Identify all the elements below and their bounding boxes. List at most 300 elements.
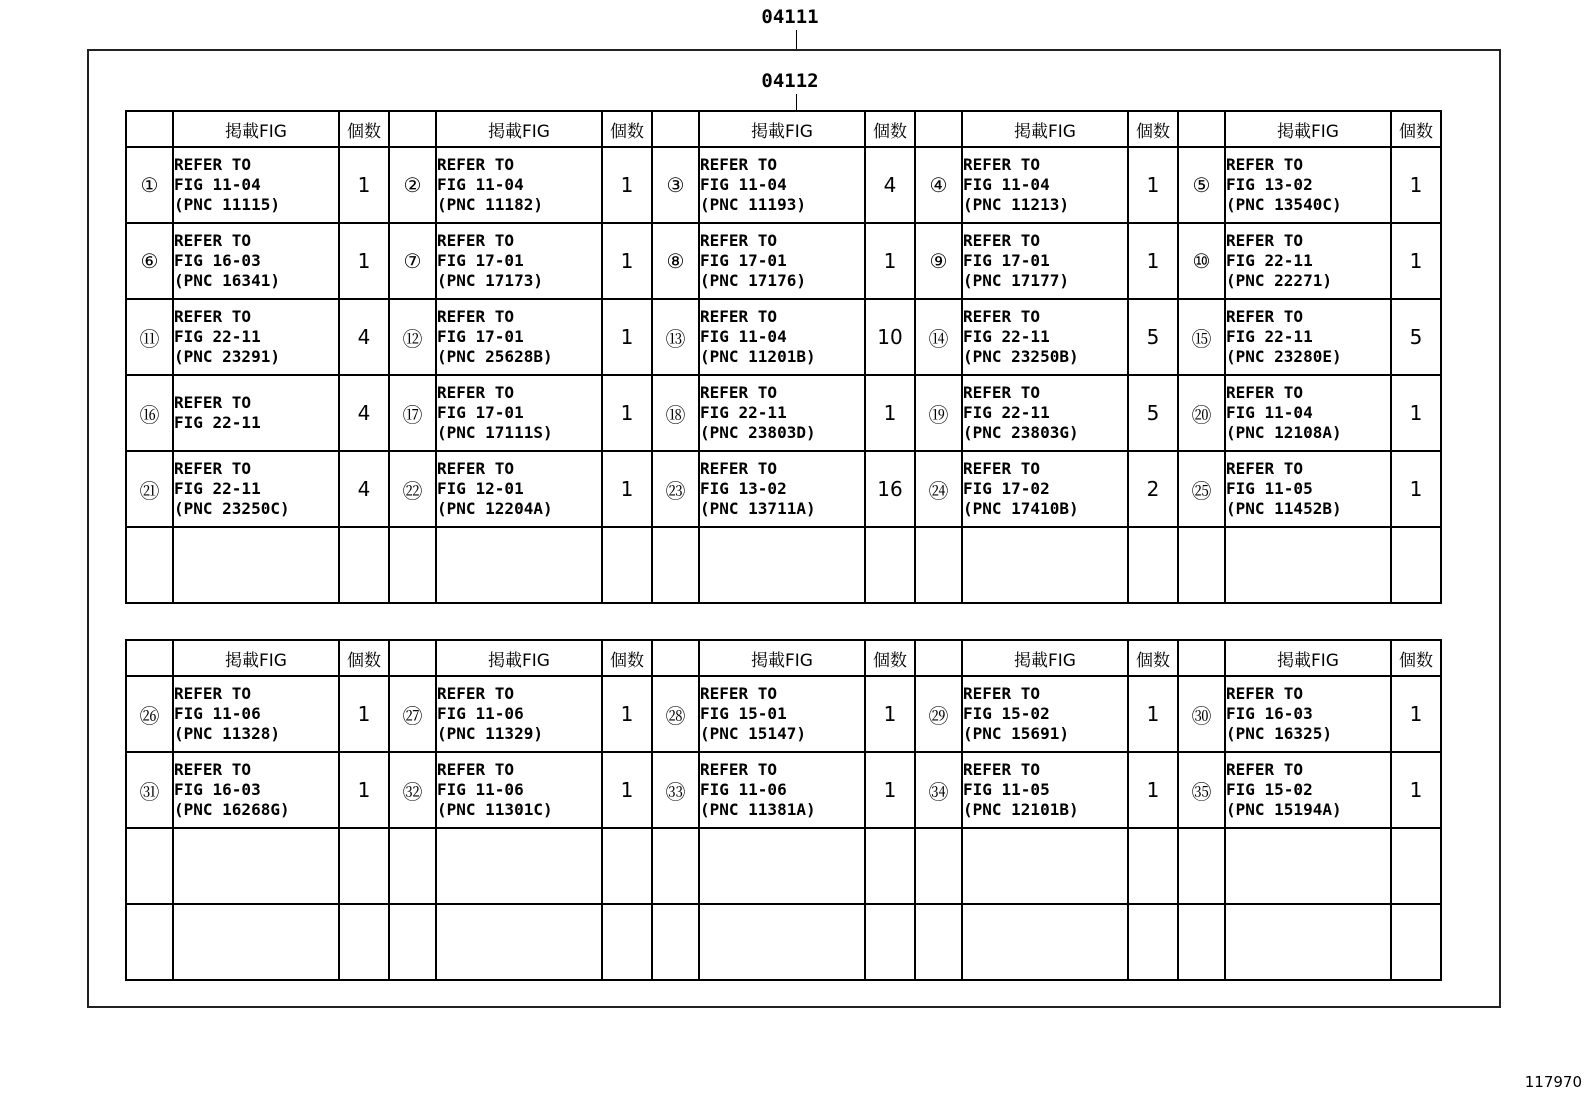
pnc-reference: (PNC 11452B) xyxy=(1226,499,1342,518)
fig-reference: FIG 15-02 xyxy=(963,704,1050,723)
fig-reference: FIG 11-04 xyxy=(700,175,787,194)
fig-reference: FIG 17-01 xyxy=(437,251,524,270)
pnc-reference: (PNC 23803G) xyxy=(963,423,1079,442)
refer-to-label: REFER TO xyxy=(1226,459,1304,478)
reference-cell xyxy=(436,147,602,223)
reference-cell xyxy=(1225,223,1391,299)
inner-callout-label: 04112 xyxy=(761,70,819,92)
empty-quantity-cell xyxy=(339,904,389,980)
quantity: 1 xyxy=(602,223,652,299)
quantity: 1 xyxy=(602,451,652,527)
item-number: ⑧ xyxy=(652,223,699,299)
pnc-reference: (PNC 12204A) xyxy=(437,499,553,518)
table-row xyxy=(126,223,1441,299)
empty-quantity-cell xyxy=(1128,904,1178,980)
fig-reference: FIG 11-06 xyxy=(700,780,787,799)
item-number: ㉖ xyxy=(126,676,173,752)
refer-to-label: REFER TO xyxy=(437,231,515,250)
refer-to-label: REFER TO xyxy=(700,231,778,250)
header-qty-label: 個数 xyxy=(1128,111,1178,147)
empty-quantity-cell xyxy=(865,828,915,904)
quantity: 1 xyxy=(602,676,652,752)
empty-reference-cell xyxy=(436,904,602,980)
refer-to-label: REFER TO xyxy=(963,231,1041,250)
quantity: 1 xyxy=(602,375,652,451)
pnc-reference: (PNC 23250B) xyxy=(963,347,1079,366)
reference-cell xyxy=(1225,451,1391,527)
refer-to-label: REFER TO xyxy=(437,155,515,174)
refer-to-label: REFER TO xyxy=(1226,307,1304,326)
item-number: ⑥ xyxy=(126,223,173,299)
fig-reference: FIG 22-11 xyxy=(174,413,261,432)
table-row xyxy=(126,147,1441,223)
header-qty-label: 個数 xyxy=(865,111,915,147)
empty-number-cell xyxy=(389,527,436,603)
refer-to-label: REFER TO xyxy=(174,393,252,412)
drawing-number: 117970 xyxy=(1524,1073,1582,1091)
header-fig-label: 掲載FIG xyxy=(1225,640,1391,676)
empty-quantity-cell xyxy=(602,904,652,980)
pnc-reference: (PNC 11213) xyxy=(963,195,1069,214)
header-fig-label: 掲載FIG xyxy=(173,640,339,676)
header-fig-label: 掲載FIG xyxy=(436,111,602,147)
empty-number-cell xyxy=(126,828,173,904)
item-number: ㉕ xyxy=(1178,451,1225,527)
quantity: 4 xyxy=(339,375,389,451)
item-number: ⑲ xyxy=(915,375,962,451)
pnc-reference: (PNC 11381A) xyxy=(700,800,816,819)
reference-cell xyxy=(699,147,865,223)
quantity: 1 xyxy=(1128,223,1178,299)
item-number: ② xyxy=(389,147,436,223)
pnc-reference: (PNC 15194A) xyxy=(1226,800,1342,819)
pnc-reference: (PNC 11301C) xyxy=(437,800,553,819)
item-number: ⑮ xyxy=(1178,299,1225,375)
pnc-reference: (PNC 16341) xyxy=(174,271,280,290)
empty-reference-cell xyxy=(173,904,339,980)
reference-cell xyxy=(173,299,339,375)
header-qty-label: 個数 xyxy=(1128,640,1178,676)
refer-to-label: REFER TO xyxy=(700,684,778,703)
pnc-reference: (PNC 22271) xyxy=(1226,271,1332,290)
pnc-reference: (PNC 23280E) xyxy=(1226,347,1342,366)
fig-reference: FIG 17-01 xyxy=(700,251,787,270)
inner-leader-line xyxy=(796,94,797,110)
empty-reference-cell xyxy=(1225,527,1391,603)
reference-cell xyxy=(173,676,339,752)
refer-to-label: REFER TO xyxy=(963,760,1041,779)
header-number-cell xyxy=(126,111,173,147)
pnc-reference: (PNC 11201B) xyxy=(700,347,816,366)
empty-reference-cell xyxy=(1225,828,1391,904)
header-fig-label: 掲載FIG xyxy=(962,111,1128,147)
header-number-cell xyxy=(652,640,699,676)
item-number: ㉟ xyxy=(1178,752,1225,828)
fig-reference: FIG 13-02 xyxy=(1226,175,1313,194)
reference-cell xyxy=(173,375,339,451)
refer-to-label: REFER TO xyxy=(963,684,1041,703)
table-row xyxy=(126,299,1441,375)
fig-reference: FIG 11-04 xyxy=(700,327,787,346)
empty-number-cell xyxy=(389,904,436,980)
pnc-reference: (PNC 11193) xyxy=(700,195,806,214)
header-number-cell xyxy=(915,111,962,147)
empty-row xyxy=(126,904,1441,980)
outer-leader-line xyxy=(796,30,797,50)
empty-number-cell xyxy=(389,828,436,904)
refer-to-label: REFER TO xyxy=(1226,155,1304,174)
header-qty-label: 個数 xyxy=(602,111,652,147)
empty-quantity-cell xyxy=(339,527,389,603)
quantity: 1 xyxy=(602,147,652,223)
empty-reference-cell xyxy=(436,527,602,603)
pnc-reference: (PNC 15147) xyxy=(700,724,806,743)
fig-reference: FIG 16-03 xyxy=(1226,704,1313,723)
fig-reference: FIG 11-06 xyxy=(174,704,261,723)
reference-cell xyxy=(1225,676,1391,752)
empty-number-cell xyxy=(126,904,173,980)
reference-cell xyxy=(699,752,865,828)
refer-to-label: REFER TO xyxy=(437,383,515,402)
reference-cell xyxy=(699,451,865,527)
quantity: 1 xyxy=(339,147,389,223)
item-number: ㉛ xyxy=(126,752,173,828)
header-row xyxy=(126,111,1441,147)
fig-reference: FIG 11-04 xyxy=(437,175,524,194)
empty-row xyxy=(126,828,1441,904)
refer-to-label: REFER TO xyxy=(174,760,252,779)
header-number-cell xyxy=(652,111,699,147)
quantity: 5 xyxy=(1128,375,1178,451)
header-number-cell xyxy=(389,111,436,147)
table-row xyxy=(126,752,1441,828)
reference-cell xyxy=(436,451,602,527)
item-number: ㉗ xyxy=(389,676,436,752)
fig-reference: FIG 17-01 xyxy=(437,327,524,346)
item-number: ⑭ xyxy=(915,299,962,375)
item-number: ⑦ xyxy=(389,223,436,299)
reference-cell xyxy=(962,676,1128,752)
fig-reference: FIG 13-02 xyxy=(700,479,787,498)
empty-quantity-cell xyxy=(1391,828,1441,904)
empty-reference-cell xyxy=(699,904,865,980)
refer-to-label: REFER TO xyxy=(174,459,252,478)
reference-cell xyxy=(173,451,339,527)
refer-to-label: REFER TO xyxy=(174,231,252,250)
empty-number-cell xyxy=(652,828,699,904)
empty-number-cell xyxy=(915,828,962,904)
quantity: 1 xyxy=(865,752,915,828)
empty-quantity-cell xyxy=(602,527,652,603)
refer-to-label: REFER TO xyxy=(437,307,515,326)
item-number: ㉒ xyxy=(389,451,436,527)
fig-reference: FIG 12-01 xyxy=(437,479,524,498)
item-number: ㉑ xyxy=(126,451,173,527)
refer-to-label: REFER TO xyxy=(174,684,252,703)
reference-cell xyxy=(699,676,865,752)
pnc-reference: (PNC 12108A) xyxy=(1226,423,1342,442)
refer-to-label: REFER TO xyxy=(1226,684,1304,703)
item-number: ⑰ xyxy=(389,375,436,451)
item-number: ㉘ xyxy=(652,676,699,752)
reference-cell xyxy=(962,375,1128,451)
reference-cell xyxy=(436,223,602,299)
pnc-reference: (PNC 23803D) xyxy=(700,423,816,442)
item-number: ⑳ xyxy=(1178,375,1225,451)
refer-to-label: REFER TO xyxy=(963,155,1041,174)
reference-cell xyxy=(436,676,602,752)
reference-cell xyxy=(1225,752,1391,828)
item-number: ⑫ xyxy=(389,299,436,375)
reference-cell xyxy=(173,752,339,828)
fig-reference: FIG 11-06 xyxy=(437,780,524,799)
item-number: ⑩ xyxy=(1178,223,1225,299)
pnc-reference: (PNC 17410B) xyxy=(963,499,1079,518)
reference-cell xyxy=(173,147,339,223)
empty-number-cell xyxy=(652,527,699,603)
refer-to-label: REFER TO xyxy=(1226,231,1304,250)
quantity: 1 xyxy=(1391,676,1441,752)
fig-reference: FIG 22-11 xyxy=(174,327,261,346)
refer-to-label: REFER TO xyxy=(700,760,778,779)
quantity: 1 xyxy=(865,676,915,752)
fig-reference: FIG 22-11 xyxy=(963,403,1050,422)
quantity: 1 xyxy=(1391,451,1441,527)
pnc-reference: (PNC 16268G) xyxy=(174,800,290,819)
empty-quantity-cell xyxy=(339,828,389,904)
item-number: ㉙ xyxy=(915,676,962,752)
quantity: 1 xyxy=(865,375,915,451)
header-number-cell xyxy=(915,640,962,676)
reference-table-2 xyxy=(125,639,1442,981)
quantity: 1 xyxy=(602,752,652,828)
item-number: ⑤ xyxy=(1178,147,1225,223)
pnc-reference: (PNC 17173) xyxy=(437,271,543,290)
fig-reference: FIG 22-11 xyxy=(1226,251,1313,270)
empty-reference-cell xyxy=(699,828,865,904)
fig-reference: FIG 22-11 xyxy=(963,327,1050,346)
empty-reference-cell xyxy=(962,828,1128,904)
header-qty-label: 個数 xyxy=(1391,640,1441,676)
refer-to-label: REFER TO xyxy=(963,307,1041,326)
item-number: ⑬ xyxy=(652,299,699,375)
reference-cell xyxy=(962,299,1128,375)
header-fig-label: 掲載FIG xyxy=(1225,111,1391,147)
fig-reference: FIG 15-01 xyxy=(700,704,787,723)
header-qty-label: 個数 xyxy=(339,111,389,147)
item-number: ㉞ xyxy=(915,752,962,828)
fig-reference: FIG 11-05 xyxy=(1226,479,1313,498)
refer-to-label: REFER TO xyxy=(963,459,1041,478)
pnc-reference: (PNC 23250C) xyxy=(174,499,290,518)
outer-callout-label: 04111 xyxy=(761,6,819,28)
header-number-cell xyxy=(1178,111,1225,147)
quantity: 1 xyxy=(339,752,389,828)
item-number: ⑱ xyxy=(652,375,699,451)
pnc-reference: (PNC 11115) xyxy=(174,195,280,214)
refer-to-label: REFER TO xyxy=(700,459,778,478)
fig-reference: FIG 11-06 xyxy=(437,704,524,723)
header-fig-label: 掲載FIG xyxy=(699,640,865,676)
reference-cell xyxy=(962,451,1128,527)
item-number: ① xyxy=(126,147,173,223)
fig-reference: FIG 11-04 xyxy=(174,175,261,194)
item-number: ㉓ xyxy=(652,451,699,527)
quantity: 1 xyxy=(865,223,915,299)
refer-to-label: REFER TO xyxy=(700,383,778,402)
fig-reference: FIG 16-03 xyxy=(174,251,261,270)
quantity: 1 xyxy=(1128,752,1178,828)
pnc-reference: (PNC 17177) xyxy=(963,271,1069,290)
fig-reference: FIG 17-02 xyxy=(963,479,1050,498)
reference-table-1 xyxy=(125,110,1442,604)
empty-quantity-cell xyxy=(1391,527,1441,603)
reference-cell xyxy=(962,223,1128,299)
empty-reference-cell xyxy=(173,828,339,904)
reference-cell xyxy=(436,375,602,451)
header-qty-label: 個数 xyxy=(602,640,652,676)
quantity: 4 xyxy=(865,147,915,223)
reference-cell xyxy=(962,147,1128,223)
empty-reference-cell xyxy=(173,527,339,603)
reference-cell xyxy=(436,752,602,828)
refer-to-label: REFER TO xyxy=(700,307,778,326)
quantity: 2 xyxy=(1128,451,1178,527)
pnc-reference: (PNC 13540C) xyxy=(1226,195,1342,214)
pnc-reference: (PNC 16325) xyxy=(1226,724,1332,743)
reference-cell xyxy=(1225,375,1391,451)
header-number-cell xyxy=(389,640,436,676)
fig-reference: FIG 11-04 xyxy=(963,175,1050,194)
empty-reference-cell xyxy=(962,904,1128,980)
empty-reference-cell xyxy=(962,527,1128,603)
reference-cell xyxy=(173,223,339,299)
empty-quantity-cell xyxy=(1391,904,1441,980)
header-qty-label: 個数 xyxy=(1391,111,1441,147)
quantity: 16 xyxy=(865,451,915,527)
header-qty-label: 個数 xyxy=(865,640,915,676)
fig-reference: FIG 22-11 xyxy=(174,479,261,498)
refer-to-label: REFER TO xyxy=(1226,383,1304,402)
pnc-reference: (PNC 17111S) xyxy=(437,423,553,442)
item-number: ㉔ xyxy=(915,451,962,527)
quantity: 1 xyxy=(1391,752,1441,828)
quantity: 1 xyxy=(602,299,652,375)
header-fig-label: 掲載FIG xyxy=(173,111,339,147)
empty-quantity-cell xyxy=(602,828,652,904)
header-row xyxy=(126,640,1441,676)
fig-reference: FIG 22-11 xyxy=(1226,327,1313,346)
fig-reference: FIG 22-11 xyxy=(700,403,787,422)
item-number: ⑨ xyxy=(915,223,962,299)
empty-reference-cell xyxy=(699,527,865,603)
empty-quantity-cell xyxy=(865,527,915,603)
refer-to-label: REFER TO xyxy=(437,760,515,779)
table-row xyxy=(126,375,1441,451)
empty-quantity-cell xyxy=(1128,527,1178,603)
header-number-cell xyxy=(1178,640,1225,676)
empty-number-cell xyxy=(126,527,173,603)
empty-number-cell xyxy=(1178,904,1225,980)
fig-reference: FIG 17-01 xyxy=(963,251,1050,270)
reference-cell xyxy=(699,375,865,451)
refer-to-label: REFER TO xyxy=(1226,760,1304,779)
item-number: ㉜ xyxy=(389,752,436,828)
empty-number-cell xyxy=(652,904,699,980)
fig-reference: FIG 11-04 xyxy=(1226,403,1313,422)
refer-to-label: REFER TO xyxy=(963,383,1041,402)
refer-to-label: REFER TO xyxy=(174,307,252,326)
pnc-reference: (PNC 11329) xyxy=(437,724,543,743)
refer-to-label: REFER TO xyxy=(437,684,515,703)
fig-reference: FIG 17-01 xyxy=(437,403,524,422)
item-number: ③ xyxy=(652,147,699,223)
empty-row xyxy=(126,527,1441,603)
pnc-reference: (PNC 17176) xyxy=(700,271,806,290)
item-number: ㉝ xyxy=(652,752,699,828)
reference-cell xyxy=(699,299,865,375)
quantity: 1 xyxy=(339,223,389,299)
empty-number-cell xyxy=(1178,828,1225,904)
pnc-reference: (PNC 12101B) xyxy=(963,800,1079,819)
pnc-reference: (PNC 13711A) xyxy=(700,499,816,518)
pnc-reference: (PNC 15691) xyxy=(963,724,1069,743)
quantity: 1 xyxy=(1391,147,1441,223)
pnc-reference: (PNC 11182) xyxy=(437,195,543,214)
empty-reference-cell xyxy=(436,828,602,904)
item-number: ⑪ xyxy=(126,299,173,375)
quantity: 5 xyxy=(1128,299,1178,375)
empty-number-cell xyxy=(1178,527,1225,603)
quantity: 1 xyxy=(1391,375,1441,451)
empty-number-cell xyxy=(915,527,962,603)
quantity: 1 xyxy=(1128,676,1178,752)
item-number: ⑯ xyxy=(126,375,173,451)
pnc-reference: (PNC 23291) xyxy=(174,347,280,366)
reference-cell xyxy=(436,299,602,375)
header-number-cell xyxy=(126,640,173,676)
header-qty-label: 個数 xyxy=(339,640,389,676)
refer-to-label: REFER TO xyxy=(437,459,515,478)
empty-number-cell xyxy=(915,904,962,980)
table-row xyxy=(126,676,1441,752)
quantity: 1 xyxy=(339,676,389,752)
quantity: 1 xyxy=(1128,147,1178,223)
empty-quantity-cell xyxy=(865,904,915,980)
quantity: 4 xyxy=(339,299,389,375)
quantity: 4 xyxy=(339,451,389,527)
quantity: 5 xyxy=(1391,299,1441,375)
quantity: 1 xyxy=(1391,223,1441,299)
quantity: 10 xyxy=(865,299,915,375)
header-fig-label: 掲載FIG xyxy=(962,640,1128,676)
reference-cell xyxy=(962,752,1128,828)
header-fig-label: 掲載FIG xyxy=(436,640,602,676)
reference-cell xyxy=(699,223,865,299)
reference-cell xyxy=(1225,299,1391,375)
table-row xyxy=(126,451,1441,527)
header-fig-label: 掲載FIG xyxy=(699,111,865,147)
fig-reference: FIG 15-02 xyxy=(1226,780,1313,799)
reference-cell xyxy=(1225,147,1391,223)
refer-to-label: REFER TO xyxy=(174,155,252,174)
item-number: ㉚ xyxy=(1178,676,1225,752)
pnc-reference: (PNC 11328) xyxy=(174,724,280,743)
fig-reference: FIG 11-05 xyxy=(963,780,1050,799)
empty-reference-cell xyxy=(1225,904,1391,980)
fig-reference: FIG 16-03 xyxy=(174,780,261,799)
empty-quantity-cell xyxy=(1128,828,1178,904)
